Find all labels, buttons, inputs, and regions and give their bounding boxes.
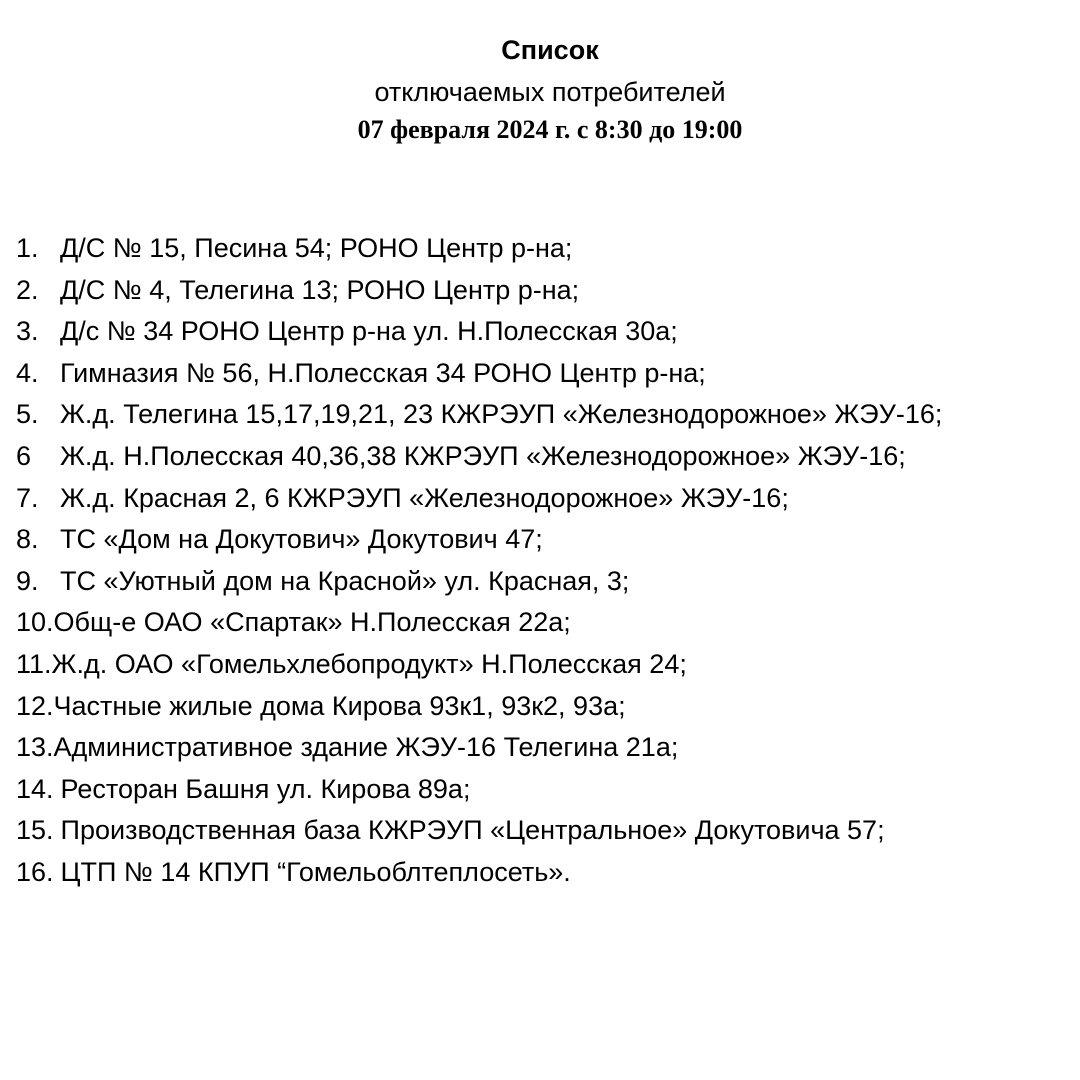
item-text: Д/С № 15, Песина 54; РОНО Центр р-на; [60, 233, 573, 263]
list-item [16, 519, 1076, 561]
list-item [16, 436, 1076, 478]
list-item [16, 478, 1076, 520]
item-text: Общ-е ОАО «Спартак» Н.Полесская 22а; [53, 607, 571, 638]
item-number: 10. [16, 607, 54, 638]
list-item [16, 602, 1076, 644]
item-text: Гимназия № 56, Н.Полесская 34 РОНО Центр р-на; [60, 357, 706, 388]
item-text: Д/с № 34 РОНО Центр р-на ул. Н.Полесская 30а; [60, 316, 678, 347]
item-text: ЦТП № 14 КПУП “Гомельоблтеплосеть». [60, 856, 571, 887]
list-item [16, 270, 1076, 312]
document-subtitle: отключаемых потребителей [374, 77, 726, 107]
list-item [16, 810, 1076, 852]
item-text: ТС «Уютный дом на Красной» ул. Красная, 3; [60, 565, 630, 596]
item-text: Ж.д. Красная 2, 6 КЖРЭУП «Железнодорожное» ЖЭУ-16; [60, 482, 789, 513]
outage-date-line: 07 февраля 2024 г. с 8:30 до 19:00 [357, 115, 743, 144]
list-item [16, 852, 1076, 894]
item-text: ТС «Дом на Докутович» Докутович 47; [60, 524, 543, 555]
item-number: 14. [16, 773, 54, 804]
item-number: 6 [16, 440, 32, 471]
item-number: 2. [16, 274, 39, 305]
item-number: 1. [16, 233, 39, 263]
document-title: Список [501, 35, 599, 65]
list-item [16, 311, 1076, 353]
item-number: 11. [16, 648, 52, 679]
item-number: 12. [16, 690, 54, 721]
item-text: Д/С № 4, Телегина 13; РОНО Центр р-на; [60, 274, 580, 305]
item-number: 15. [16, 815, 54, 846]
list-item [16, 727, 1076, 769]
list-item [16, 644, 1076, 686]
list-item [16, 228, 1076, 270]
item-text: Административное здание ЖЭУ-16 Телегина 21а; [53, 732, 679, 763]
list-item [16, 353, 1076, 395]
item-number: 16. [16, 856, 54, 887]
item-number: 4. [16, 357, 39, 388]
item-text: Частные жилые дома Кирова 93к1, 93к2, 93а; [53, 690, 626, 721]
item-text: Ж.д. Н.Полесская 40,36,38 КЖРЭУП «Железнодорожное» ЖЭУ-16; [60, 440, 906, 471]
item-number: 3. [16, 316, 39, 347]
list-item [16, 394, 1076, 436]
item-number: 9. [16, 565, 39, 596]
item-number: 13. [16, 732, 54, 763]
item-number: 5. [16, 399, 39, 430]
item-text: Производственная база КЖРЭУП «Центральное» Докутовича 57; [60, 815, 885, 846]
consumer-list [16, 228, 1076, 894]
item-text: Ресторан Башня ул. Кирова 89а; [60, 773, 471, 804]
item-text: Ж.д. ОАО «Гомельхлебопродукт» Н.Полесская 24; [51, 648, 687, 679]
list-item [16, 769, 1076, 811]
item-number: 7. [16, 482, 39, 513]
list-item [16, 561, 1076, 603]
item-number: 8. [16, 524, 39, 555]
item-text: Ж.д. Телегина 15,17,19,21, 23 КЖРЭУП «Железнодорожное» ЖЭУ-16; [60, 399, 943, 430]
list-item [16, 686, 1076, 728]
